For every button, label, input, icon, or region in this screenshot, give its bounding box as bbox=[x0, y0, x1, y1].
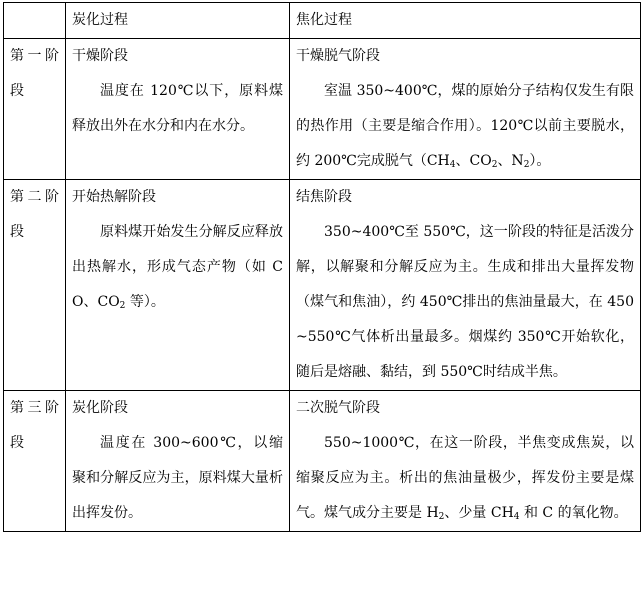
text-run: 室温 350~400℃，煤的原始分子结构仅发生有限的热作用（主要是缩合作用）。120℃以前主要脱水，约 200℃完成脱气（CH bbox=[296, 83, 634, 169]
coking-stage-title: 结焦阶段 bbox=[296, 189, 352, 205]
carbonization-stage-text bbox=[72, 426, 283, 531]
carbonization-stage-title: 开始热解阶段 bbox=[72, 189, 156, 205]
subscript: 2 bbox=[438, 512, 445, 522]
carbonization-cell bbox=[66, 391, 290, 532]
coking-stage-text bbox=[296, 74, 634, 179]
table-row-stage-1 bbox=[4, 39, 641, 180]
text-run: 550~1000℃，在这一阶段，半焦变成焦炭，以缩聚反应为主。析出的焦油量极少，挥发份主要是煤气。煤气成分主要是 H bbox=[296, 435, 634, 521]
header-cell-stage bbox=[4, 3, 66, 39]
stage-cell: 第一阶段 bbox=[4, 39, 66, 180]
header-row bbox=[4, 3, 641, 39]
text-run: 温度在 300~600℃，以缩聚和分解反应为主，原料煤大量析出挥发份。 bbox=[72, 435, 283, 521]
subscript: 2 bbox=[491, 160, 498, 170]
carbonization-stage-text bbox=[72, 74, 283, 144]
coking-stage-text bbox=[296, 215, 634, 390]
subscript: 4 bbox=[449, 160, 456, 170]
text-run: 温度在 120℃以下，原料煤释放出外在水分和内在水分。 bbox=[72, 83, 283, 134]
comparison-table bbox=[3, 2, 641, 532]
header-cell-coking: 焦化过程 bbox=[290, 3, 641, 39]
coking-cell bbox=[290, 391, 641, 532]
coking-stage-title: 二次脱气阶段 bbox=[296, 400, 380, 416]
carbonization-stage-title: 炭化阶段 bbox=[72, 400, 128, 416]
stage-cell: 第二阶段 bbox=[4, 180, 66, 391]
header-cell-carbonization: 炭化过程 bbox=[66, 3, 290, 39]
subscript: 2 bbox=[119, 301, 126, 311]
carbonization-cell bbox=[66, 180, 290, 391]
text-run: 350~400℃至 550℃，这一阶段的特征是活泼分解，以解聚和分解反应为主。生成和排出大量挥发物（煤气和焦油），约 450℃排出的焦油量最大，在 450~550℃气体析出量最多。烟煤约 350℃开始软化，随后是熔融、黏结，到 550℃时结成半焦。 bbox=[296, 224, 634, 380]
text-run: 、N bbox=[497, 153, 524, 169]
stage-cell: 第三阶段 bbox=[4, 391, 66, 532]
carbonization-stage-text bbox=[72, 215, 283, 320]
table-row-stage-2 bbox=[4, 180, 641, 391]
coking-stage-text bbox=[296, 426, 634, 531]
coking-stage-title: 干燥脱气阶段 bbox=[296, 48, 380, 64]
subscript: 4 bbox=[513, 512, 520, 522]
table-row-stage-3 bbox=[4, 391, 641, 532]
text-run: 等）。 bbox=[125, 294, 165, 310]
text-run: ）。 bbox=[529, 153, 551, 169]
coking-cell bbox=[290, 180, 641, 391]
carbonization-stage-title: 干燥阶段 bbox=[72, 48, 128, 64]
text-run: 和 C 的氧化物。 bbox=[519, 505, 628, 521]
coking-cell bbox=[290, 39, 641, 180]
subscript: 2 bbox=[523, 160, 530, 170]
text-run: 、CO bbox=[455, 153, 492, 169]
text-run: 、少量 CH bbox=[444, 505, 514, 521]
carbonization-cell bbox=[66, 39, 290, 180]
text-run: 原料煤开始发生分解反应释放出热解水，形成气态产物（如 CO、CO bbox=[72, 224, 283, 310]
